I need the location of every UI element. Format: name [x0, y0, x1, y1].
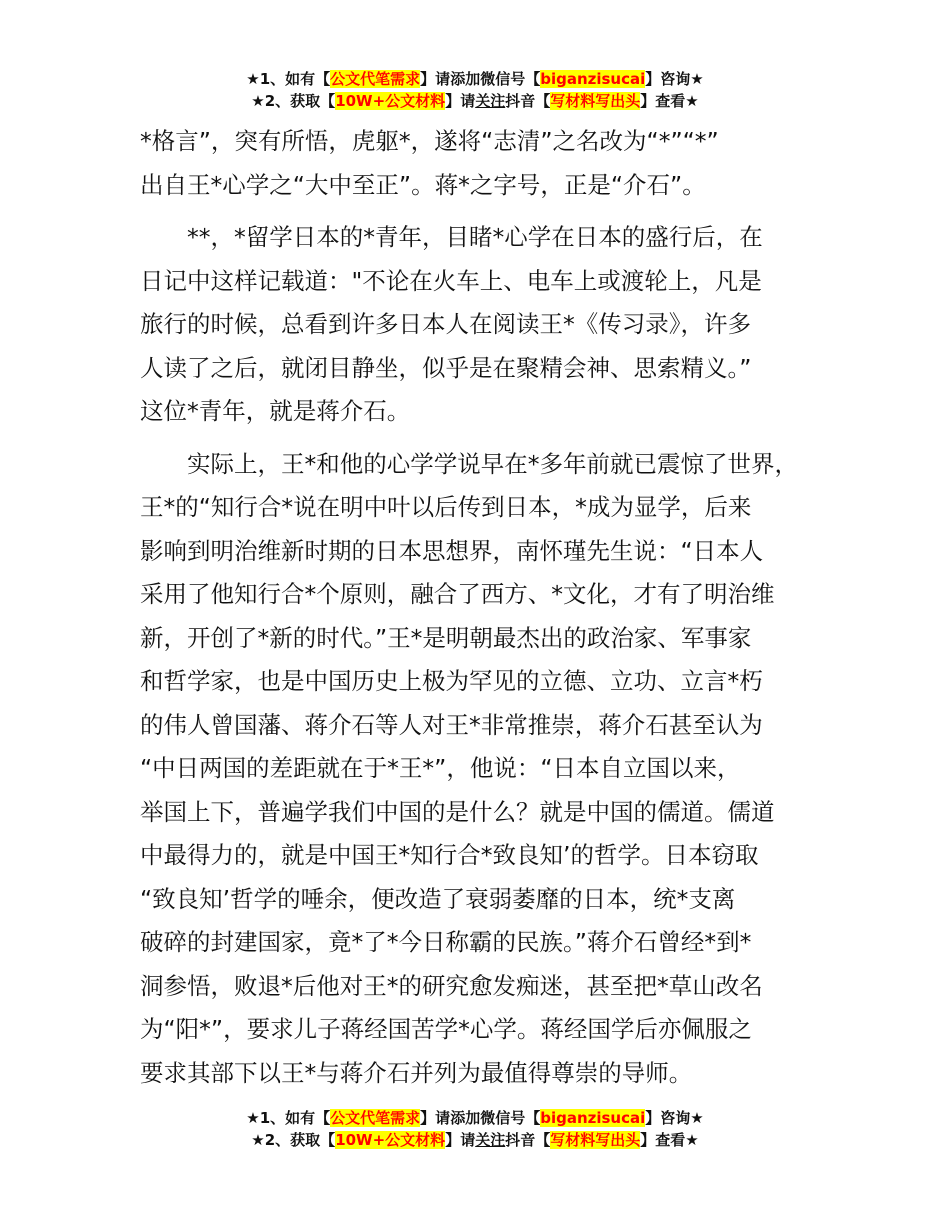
text-line: 要求其部下以王*与蒋介石并列为最值得尊崇的导师。: [140, 1058, 693, 1087]
banner-text: ★2、获取【: [251, 1131, 336, 1149]
paragraph: [140, 443, 840, 1096]
banner-text: 】查看★: [640, 92, 699, 110]
banner-emphasis: 添加: [450, 70, 481, 88]
text-line: 王*的“知行合*说在明中叶以后传到日本，*成为显学，后来: [140, 493, 752, 521]
footer-banner-line-2: [0, 1129, 950, 1151]
banner-text: 】咨询★: [645, 70, 704, 88]
text-line: 破碎的封建国家，竟*了*今日称霸的民族。”蒋介石曾经*到*: [140, 928, 752, 956]
banner-text: ★1、如有【: [246, 1109, 331, 1127]
paragraph: [140, 216, 840, 434]
banner-text: 微信号【: [480, 70, 541, 88]
text-line: 采用了他知行合*个原则，融合了西方、*文化，才有了明治维: [140, 580, 775, 608]
banner-text: 】请: [420, 1109, 451, 1127]
text-line: 影响到明治维新时期的日本思想界，南怀瑾先生说：“日本人: [140, 536, 764, 565]
banner-text: 抖音【: [505, 1131, 551, 1149]
highlight-douyin-account: 写材料写出头: [550, 1131, 641, 1149]
banner-text: 抖音【: [505, 92, 551, 110]
banner-text: 】请: [420, 70, 451, 88]
text-line: 实际上，王*和他的心学学说早在*多年前就已震惊了世界，: [187, 449, 798, 478]
banner-emphasis: 添加: [450, 1109, 481, 1127]
footer-banner-line-1: [0, 1107, 950, 1129]
text-line: 举国上下，普遍学我们中国的是什么？就是中国的儒道。儒道: [140, 797, 775, 826]
text-line: 中最得力的，就是中国王*知行合*致良知’的哲学。日本窃取: [140, 841, 759, 869]
text-line: 为“阳*”，要求儿子蒋经国苦学*心学。蒋经国学后亦佩服之: [140, 1015, 752, 1043]
banner-underlined-word: 关注: [475, 1131, 506, 1149]
text-line: 洞参悟，败退*后他对王*的研究愈发痴迷，甚至把*草山改名: [140, 971, 763, 1000]
header-banner-line-1: [0, 68, 950, 90]
banner-text: 】查看★: [640, 1131, 699, 1149]
highlight-ghostwriting: 公文代笔需求: [330, 1109, 421, 1127]
text-line: 的伟人曾国藩、蒋介石等人对王*非常推崇，蒋介石甚至认为: [140, 710, 763, 739]
paragraph: [140, 120, 840, 207]
text-line: 日记中这样记载道："不论在火车上、电车上或渡轮上，凡是: [140, 266, 762, 295]
banner-text: 】请: [445, 92, 476, 110]
banner-text: ★1、如有【: [246, 70, 331, 88]
banner-text: 】咨询★: [645, 1109, 704, 1127]
text-line: *格言”，突有所悟，虎躯*，遂将“志清”之名改为“*”“*”: [140, 127, 719, 155]
header-banner: [0, 68, 950, 112]
text-line: “中日两国的差距就在于*王*”，他说：“日本自立国以来，: [140, 754, 741, 782]
highlight-ghostwriting: 公文代笔需求: [330, 70, 421, 88]
highlight-wechat-id: biganzisucai: [540, 1109, 646, 1127]
text-line: 人读了之后，就闭目静坐，似乎是在聚精会神、思索精义。”: [140, 353, 752, 382]
highlight-materials: 10W+公文材料: [335, 92, 446, 110]
header-banner-line-2: [0, 90, 950, 112]
text-line: 新，开创了*新的时代。”王*是明朝最杰出的政治家、军事家: [140, 623, 752, 652]
document-body: [140, 120, 840, 1095]
banner-underlined-word: 关注: [475, 92, 506, 110]
text-line: **，*留学日本的*青年，目睹*心学在日本的盛行后，在: [187, 223, 763, 251]
text-line: 这位*青年，就是蒋介石。: [140, 397, 411, 425]
text-line: 和哲学家，也是中国历史上极为罕见的立德、立功、立言*朽: [140, 667, 763, 695]
banner-text: 】请: [445, 1131, 476, 1149]
text-line: “致良知’哲学的唾余，便改造了衰弱萎靡的日本，统*支离: [140, 884, 736, 913]
text-line: 出自王*心学之“大中至正”。蒋*之字号，正是“介石”。: [140, 170, 706, 199]
highlight-douyin-account: 写材料写出头: [550, 92, 641, 110]
banner-text: 微信号【: [480, 1109, 541, 1127]
banner-text: ★2、获取【: [251, 92, 336, 110]
highlight-materials: 10W+公文材料: [335, 1131, 446, 1149]
text-line: 旅行的时候，总看到许多日本人在阅读王*《传习录》，许多: [140, 310, 751, 338]
highlight-wechat-id: biganzisucai: [540, 70, 646, 88]
footer-banner: [0, 1107, 950, 1151]
